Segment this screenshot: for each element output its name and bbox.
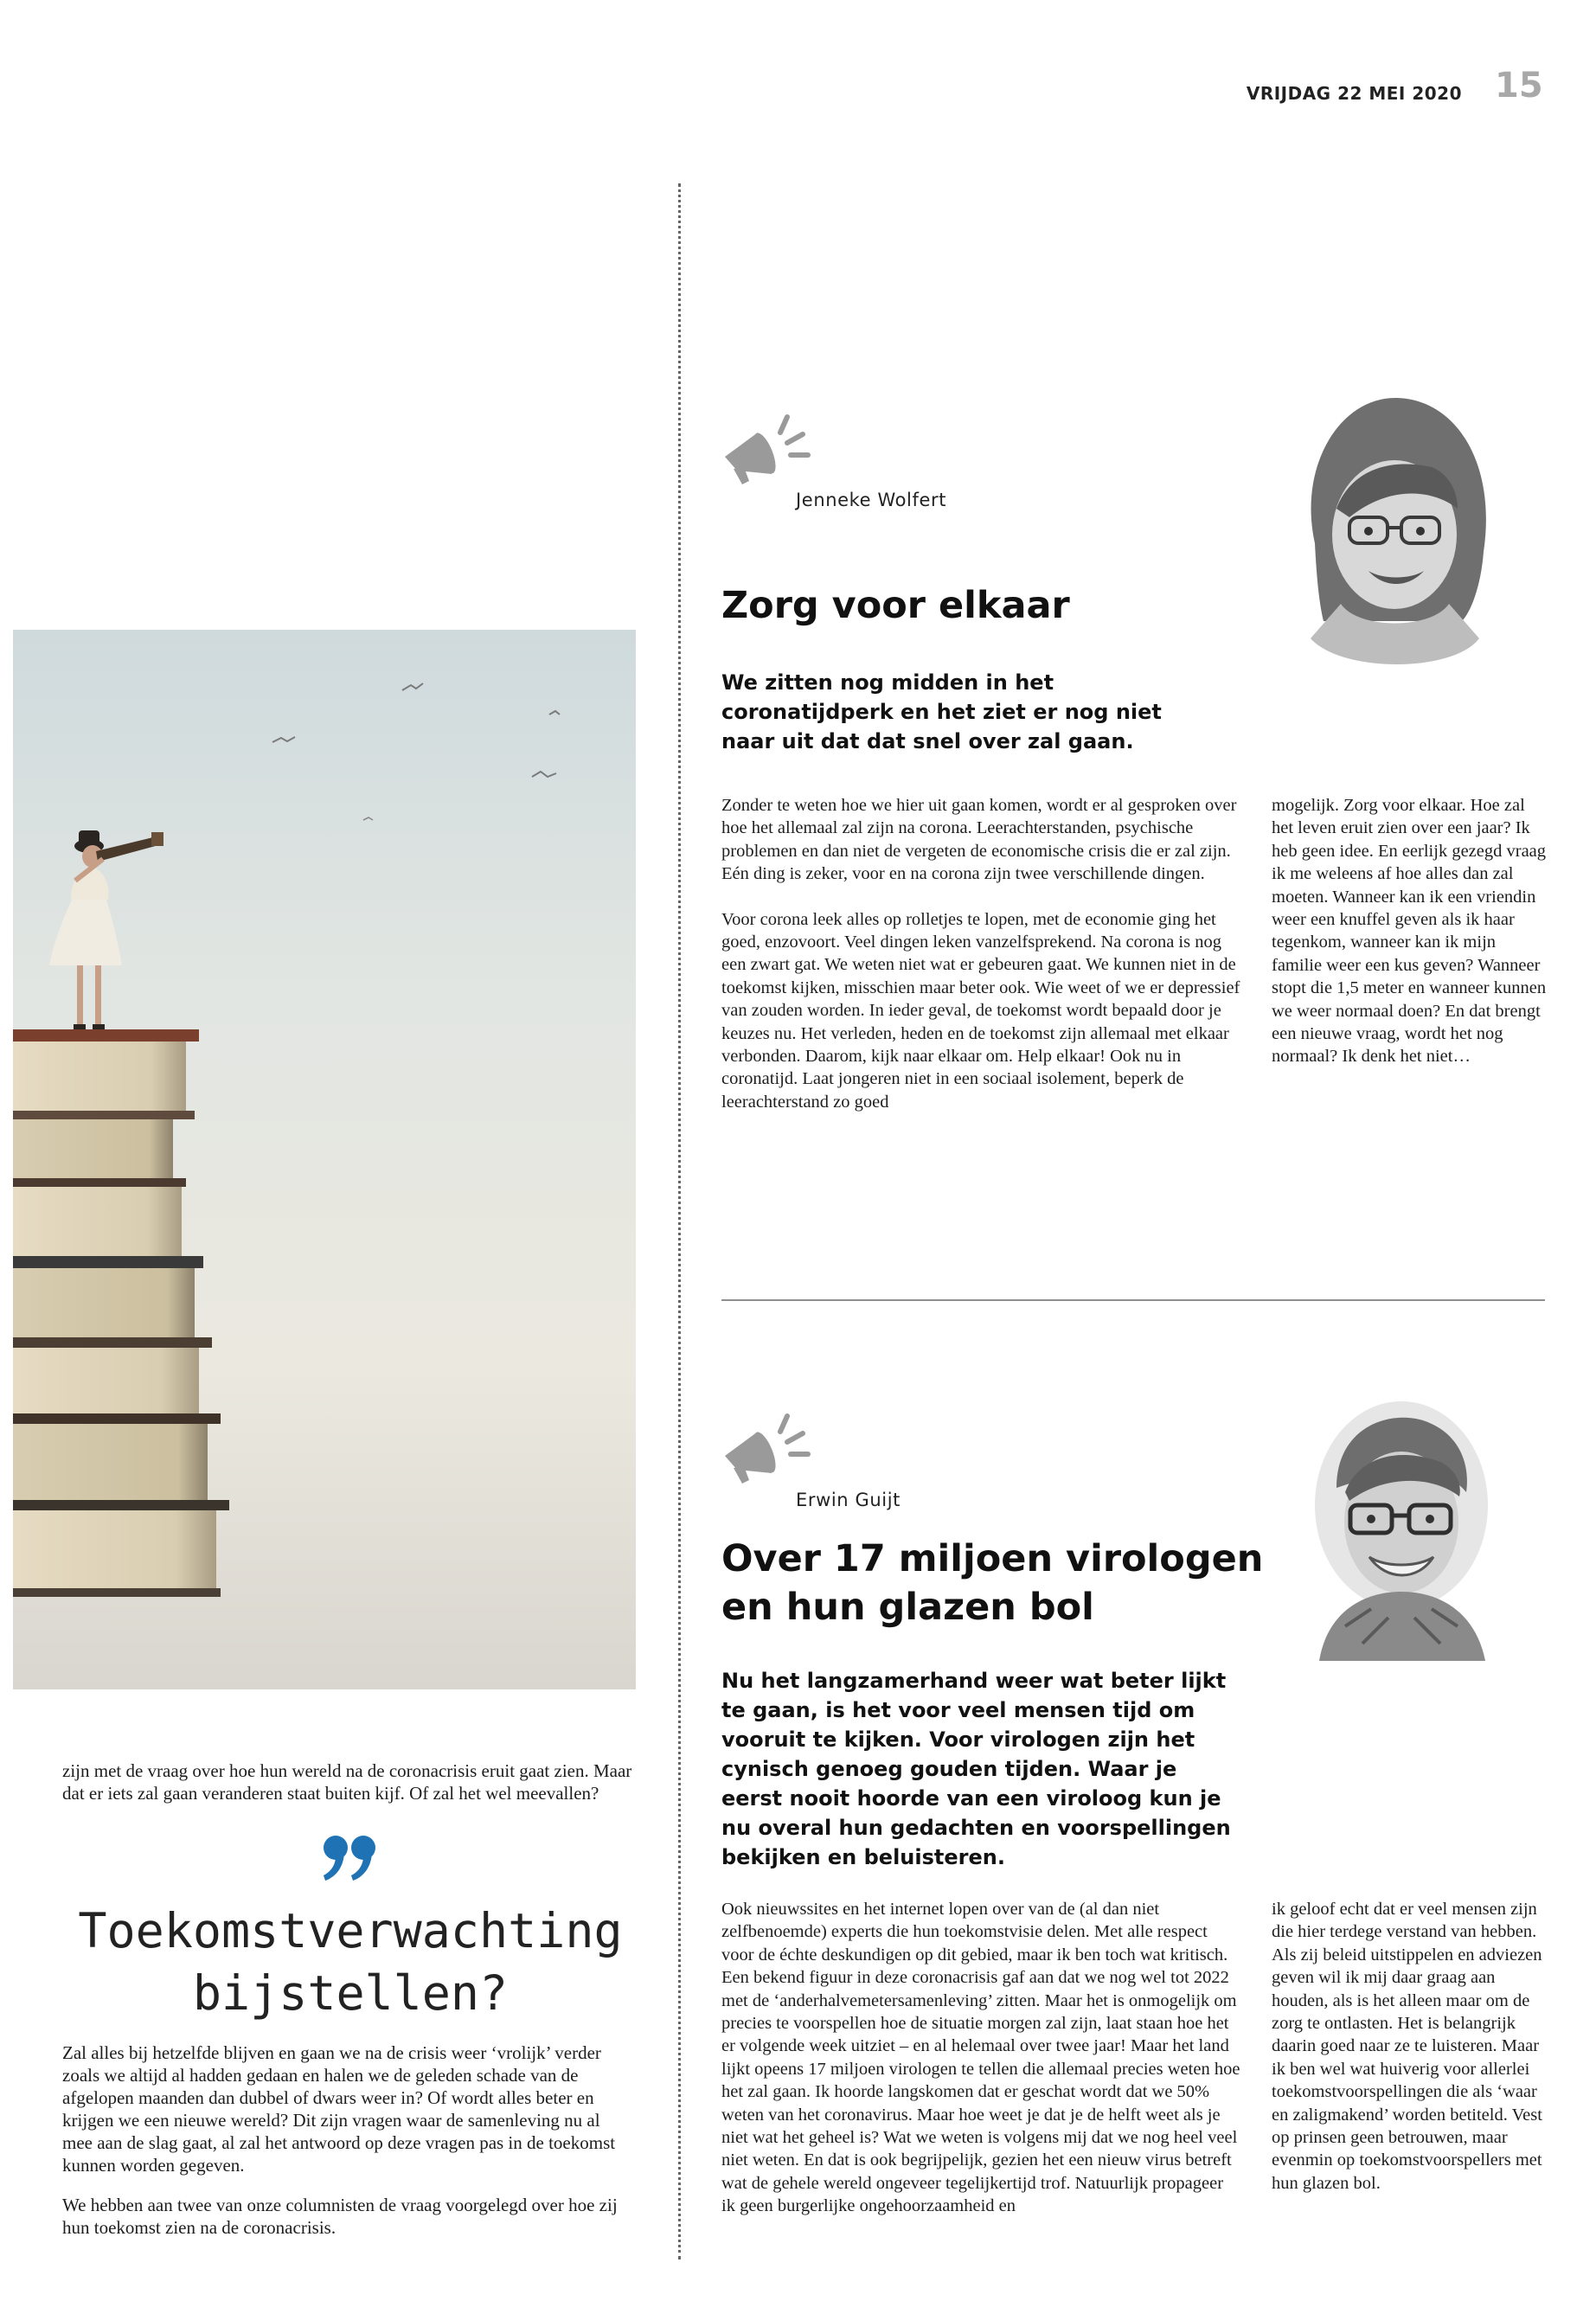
column-paragraph: Voor corona leek alles op rolletjes te lopen, met de economie ging het goed, enzovoort. Veel dingen leken vanzelfsprekend. Na corona is nog een zwart gat. We weten niet wat er gebeuren gaat. We kunnen niet in de toekomst kijken, misschien maar beter ook. Wie weet of we er depressief van zouden worden. In ieder geval, de toekomst wordt bepaald door je keuzes nu. Het verleden, heden en de toekomst zijn allemaal met elkaar verbonden. Daarom, kijk naar elkaar om. Help elkaar! Ook nu in coronatijd. Laat jongeren niet in een sociaal isolement, beperk de leerachterstand zo goed — [721, 909, 1240, 1112]
column-divider-horizontal — [721, 1299, 1545, 1301]
column-headline: Zorg voor elkaar — [721, 584, 1070, 627]
author-name: Erwin Guijt — [796, 1490, 901, 1510]
author-portrait-erwin — [1293, 1384, 1509, 1661]
column-text-a: Ook nieuwssites en het internet lopen over van de (al dan niet zelfbenoemde) experts die hun toekomstvisie delen. Met alle respect voor de échte deskundigen op dit gebied, maar ik ben toch wat kritisch. Een bekend figuur in deze coronacrisis gaf aan dat we nog wel tot 2022 met de ‘anderhalvemetersamenleving’ zitten. Maar het is onmogelijk om precies te voorspellen hoe de situatie morgen zal zijn, laat staan hoe het er volgende week uitziet – en al helemaal over twee jaar! Maar het land lijkt opeens 17 miljoen virologen te tellen die allemaal precies weten hoe het zal gaan. Ik hoorde langskomen dat er geschat wordt dat we 50% weten van het coronavirus. Maar hoe weet je dat je de helft weet als je niet wat het geheel is? Wat we weten is volgens mij dat we nog heel veel niet weten. En dat is ook begrijpelijk, gezien het een nieuw virus betreft wat de gehele wereld ongeveer tegelijkertijd trof. Natuurlijk propageer ik geen burgerlijke ongehoorzaamheid en — [721, 1900, 1240, 2216]
intro-continuation: zijn met de vraag over hoe hun wereld na de coronacrisis eruit gaat zien. Maar dat er iets zal gaan veranderen staat buiten kijf. Of zal het wel meevallen? — [62, 1760, 632, 1804]
column-text-b: mogelijk. Zorg voor elkaar. Hoe zal het leven eruit zien over een jaar? Ik heb geen idee. En eerlijk gezegd vraag ik me weleens af hoe alles dan zal moeten. Wanneer kan ik een vriendin weer een knuffel geven als ik haar tegenkom, wanneer kan ik mijn familie weer een kus geven? Wanneer stopt die 1,5 meter en wanneer kunnen we weer normaal doen? En dat brengt een nieuwe vraag, wordt het nog normaal? Ik denk het niet… — [1272, 796, 1547, 1067]
author-name: Jenneke Wolfert — [796, 490, 947, 510]
section-title-line2: bijstellen? — [192, 1965, 509, 2021]
section-title — [52, 1900, 649, 2024]
section-title-line1: Toekomstverwachting — [78, 1903, 623, 1958]
column-text-a — [721, 794, 1240, 1136]
column-paragraph: Zonder te weten hoe we hier uit gaan komen, wordt er al gesproken over hoe het allemaal zal zijn na corona. Leerachterstanden, psychische problemen en dan niet de vergeten de economische crisis die er zal zijn. Eén ding is zeker, voor en na corona zijn twee verschillende dingen. — [721, 796, 1237, 884]
quote-icon — [320, 1832, 381, 1884]
column-divider-vertical — [678, 183, 681, 2259]
megaphone-icon — [718, 407, 813, 493]
illustration-girl-telescope-books — [13, 630, 636, 1689]
intro-paragraph-2: We hebben aan twee van onze columnisten de vraag voorgelegd over hoe zij hun toekomst zien na de coronacrisis. — [62, 2195, 618, 2238]
column-headline-line2: en hun glazen bol — [721, 1586, 1094, 1629]
author-portrait-jenneke — [1289, 388, 1497, 682]
page-date: VRIJDAG 22 MEI 2020 — [1246, 83, 1462, 104]
megaphone-icon — [718, 1406, 813, 1492]
intro-paragraph-1: Zal alles bij hetzelfde blijven en gaan we na de crisis weer ‘vrolijk’ verder zoals we altijd al hadden gedaan en halen we de geleden schade van de afgelopen maanden dan dubbel of dwars weer in? Of wordt alles beter en krijgen we een nieuwe wereld? Dit zijn vragen waar de samenleving nu al mee aan de slag gaat, al zal het antwoord op deze vragen pas in de toekomst kunnen worden gegeven. — [62, 2042, 616, 2176]
page-number: 15 — [1495, 66, 1543, 106]
column-headline — [721, 1535, 1263, 1631]
column-lead: We zitten nog midden in het coronatijdperk en het ziet er nog niet naar uit dat dat snel over zal gaan. — [721, 670, 1162, 753]
column-headline-line1: Over 17 miljoen virologen — [721, 1537, 1264, 1580]
column-lead: Nu het langzamerhand weer wat beter lijkt te gaan, is het voor veel mensen tijd om vooruit te kijken. Voor virologen zijn het cynisch genoeg gouden tijden. Waar je eerst nooit hoorde van een viroloog kun je nu overal hun gedachten en voorspellingen bekijken en beluisteren. — [721, 1669, 1231, 1869]
column-text-b: ik geloof echt dat er veel mensen zijn die hier terdege verstand van hebben. Als zij beleid uitstippelen en adviezen geven wil ik mij daar graag aan houden, als is het alleen maar om de zorg te ontlasten. Het is belangrijk daarin goed naar ze te luisteren. Maar ik ben wel wat huiverig voor allerlei toekomstvoorspellingen die als ‘waar en zaligmakend’ worden betiteld. Vest op prinsen geen betrouwen, maar evenmin op toekomstvoorspellers met hun glazen bol. — [1272, 1900, 1542, 2193]
